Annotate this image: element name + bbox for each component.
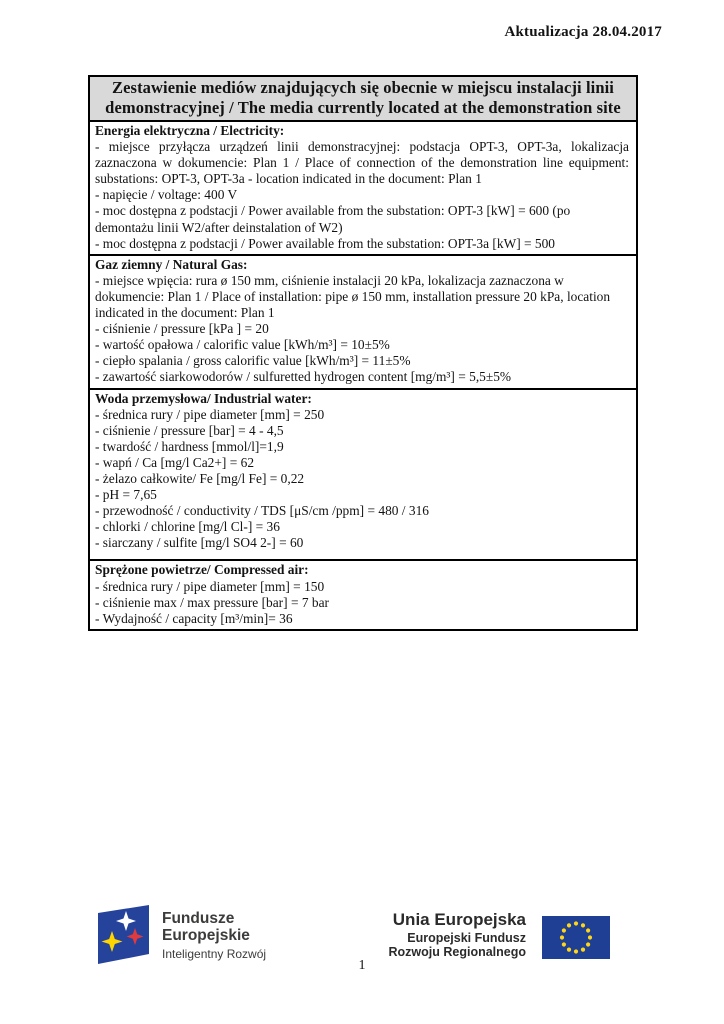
- eu-flag-icon: [542, 916, 610, 959]
- media-spec-line: - moc dostępna z podstacji / Power available from the substation: OPT-3 [kW] = 600 (po demontażu linii W2/after deinstalation of W2): [95, 203, 571, 235]
- media-spec-line: - miejsce przyłącza urządzeń linii demonstracyjnej: podstacja OPT-3, OPT-3a, lokalizacja zaznaczona w dokumencie: Plan 1 / Place of connection of the demonstration line equipment: substations: OPT-3, OPT-3a - location indicated in the document: Plan 1: [95, 139, 629, 187]
- media-spec-line: - żelazo całkowite/ Fe [mg/l Fe] = 0,22: [95, 470, 305, 486]
- eu-subtitle-line1: Europejski Fundusz: [407, 931, 526, 945]
- section-items: [95, 579, 629, 627]
- section-items: [95, 273, 629, 386]
- section-header-industrial-water: Woda przemysłowa/ Industrial water:: [95, 390, 312, 406]
- section-compressed-air: [90, 561, 636, 628]
- media-spec-line: - twardość / hardness [mmol/l]=1,9: [95, 438, 284, 454]
- page-number: 1: [358, 958, 366, 973]
- media-spec-line: - ciśnienie / pressure [bar] = 4 - 4,5: [95, 422, 284, 438]
- media-spec-line: - siarczany / sulfite [mg/l SO4 2-] = 60: [95, 535, 304, 551]
- section-header-electricity: Energia elektryczna / Electricity:: [95, 123, 285, 138]
- media-spec-line: - chlorki / chlorine [mg/l Cl-] = 36: [95, 519, 280, 535]
- media-spec-line: - moc dostępna z podstacji / Power available from the substation: OPT-3a [kW] = 500: [95, 235, 556, 251]
- section-electricity: [90, 122, 636, 256]
- media-spec-line: - Wydajność / capacity [m³/min]= 36: [95, 610, 293, 626]
- table-title: Zestawienie mediów znajdujących się obecnie w miejscu instalacji linii demonstracyjnej / The media currently located at the demonstration site: [90, 77, 636, 122]
- eu-title: Unia Europejska: [392, 910, 526, 929]
- media-spec-line: - wartość opałowa / calorific value [kWh/m³] = 10±5%: [95, 337, 390, 353]
- eu-subtitle-line2: Rozwoju Regionalnego: [388, 945, 526, 959]
- section-industrial-water: [90, 390, 636, 562]
- unia-europejska-label: [389, 910, 527, 959]
- section-natural-gas: [90, 256, 636, 390]
- media-spec-line: - pH = 7,65: [95, 487, 157, 503]
- section-header-natural-gas: Gaz ziemny / Natural Gas:: [95, 256, 248, 272]
- update-date-label: Aktualizacja 28.04.2017: [504, 24, 662, 40]
- media-spec-line: - zawartość siarkowodorów / sulfuretted hydrogen content [mg/m³] = 5,5±5%: [95, 369, 512, 385]
- media-spec-line: - średnica rury / pipe diameter [mm] = 250: [95, 406, 325, 422]
- fundusze-europejskie-label: [162, 910, 266, 961]
- media-spec-line: - przewodność / conductivity / TDS [μS/cm /ppm] = 480 / 316: [95, 503, 429, 519]
- media-spec-line: - wapń / Ca [mg/l Ca2+] = 62: [95, 454, 255, 470]
- fundusze-europejskie-flag-icon: [95, 904, 153, 966]
- fe-title-line2: Europejskie: [162, 927, 250, 944]
- fe-subtitle: Inteligentny Rozwój: [162, 947, 267, 961]
- section-header-compressed-air: Sprężone powietrze/ Compressed air:: [95, 562, 309, 578]
- media-spec-line: - ciśnienie / pressure [kPa ] = 20: [95, 321, 269, 337]
- media-summary-table: [88, 75, 638, 631]
- media-spec-line: - miejsce wpięcia: rura ø 150 mm, ciśnienie instalacji 20 kPa, lokalizacja zaznaczona w dokumencie: Plan 1 / Place of installation: pipe ø 150 mm, installation pressure 20 kPa, location indicated in the document: Plan 1: [95, 272, 611, 321]
- media-spec-line: - ciepło spalania / gross calorific value [kWh/m³] = 11±5%: [95, 353, 411, 369]
- media-spec-line: - ciśnienie max / max pressure [bar] = 7 bar: [95, 594, 329, 610]
- media-spec-line: - średnica rury / pipe diameter [mm] = 150: [95, 578, 325, 594]
- fe-title-line1: Fundusze: [162, 910, 235, 927]
- section-items: [95, 139, 629, 252]
- section-items: [95, 407, 629, 552]
- media-spec-line: - napięcie / voltage: 400 V: [95, 187, 238, 203]
